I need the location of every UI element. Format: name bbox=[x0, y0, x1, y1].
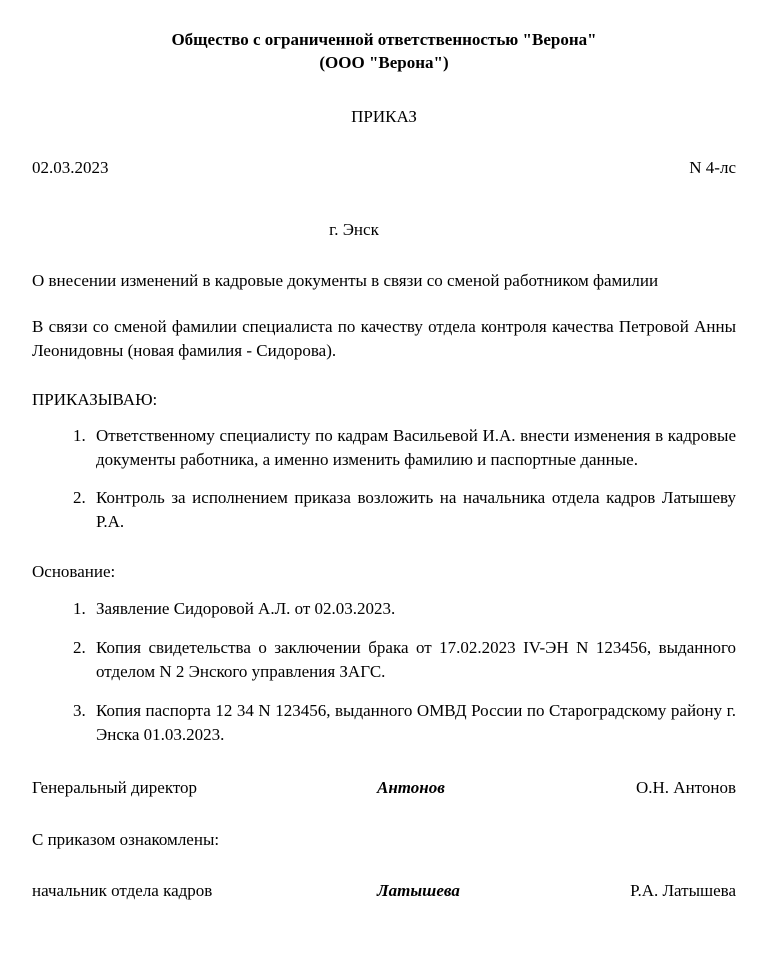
reason-item: 3. Копия паспорта 12 34 N 123456, выданного ОМВД России по Староградскому району г. Энска 01.03.2023. bbox=[90, 699, 736, 747]
hr-head-signature-mark: Латышева bbox=[377, 881, 460, 900]
organization-header bbox=[32, 0, 736, 74]
acknowledgement-heading: С приказом ознакомлены: bbox=[32, 830, 220, 849]
hr-head-name: Р.А. Латышева bbox=[630, 881, 736, 900]
order-item: 2. Контроль за исполнением приказа возложить на начальника отдела кадров Латышеву Р.А. bbox=[90, 486, 736, 534]
hr-head-signature-row bbox=[32, 881, 736, 901]
hr-head-role: начальник отдела кадров bbox=[32, 881, 213, 900]
director-role: Генеральный директор bbox=[32, 778, 198, 797]
organization-full-name: Общество с ограниченной ответственностью "Верона" bbox=[171, 30, 597, 49]
reason-heading: Основание: bbox=[32, 562, 116, 581]
document-city: г. Энск bbox=[329, 220, 379, 239]
document-number: N 4-лс bbox=[689, 158, 736, 177]
document-type-title: ПРИКАЗ bbox=[351, 107, 417, 126]
document-preamble: В связи со сменой фамилии специалиста по качеству отдела контроля качества Петровой Анны Леонидовны (новая фамилия - Сидорова). bbox=[32, 317, 736, 360]
document-meta-row bbox=[32, 158, 736, 178]
document-date: 02.03.2023 bbox=[32, 158, 109, 177]
reason-items-list bbox=[32, 597, 736, 747]
order-item: 1. Ответственному специалисту по кадрам Васильевой И.А. внести изменения в кадровые документы работника, а именно изменить фамилию и паспортные данные. bbox=[90, 424, 736, 472]
director-name: О.Н. Антонов bbox=[635, 778, 736, 797]
order-items-list bbox=[32, 424, 736, 534]
document-subject: О внесении изменений в кадровые документы в связи со сменой работником фамилии bbox=[32, 271, 659, 290]
reason-item: 2. Копия свидетельства о заключении брака от 17.02.2023 IV-ЭН N 123456, выданного отделом N 2 Энского управления ЗАГС. bbox=[90, 636, 736, 684]
organization-short-name: (ООО "Верона") bbox=[319, 53, 449, 72]
director-signature-row bbox=[32, 778, 736, 798]
director-signature-mark: Антонов bbox=[377, 778, 445, 797]
reason-item: 1. Заявление Сидоровой А.Л. от 02.03.2023. bbox=[90, 597, 736, 621]
order-keyword: ПРИКАЗЫВАЮ: bbox=[32, 390, 158, 409]
